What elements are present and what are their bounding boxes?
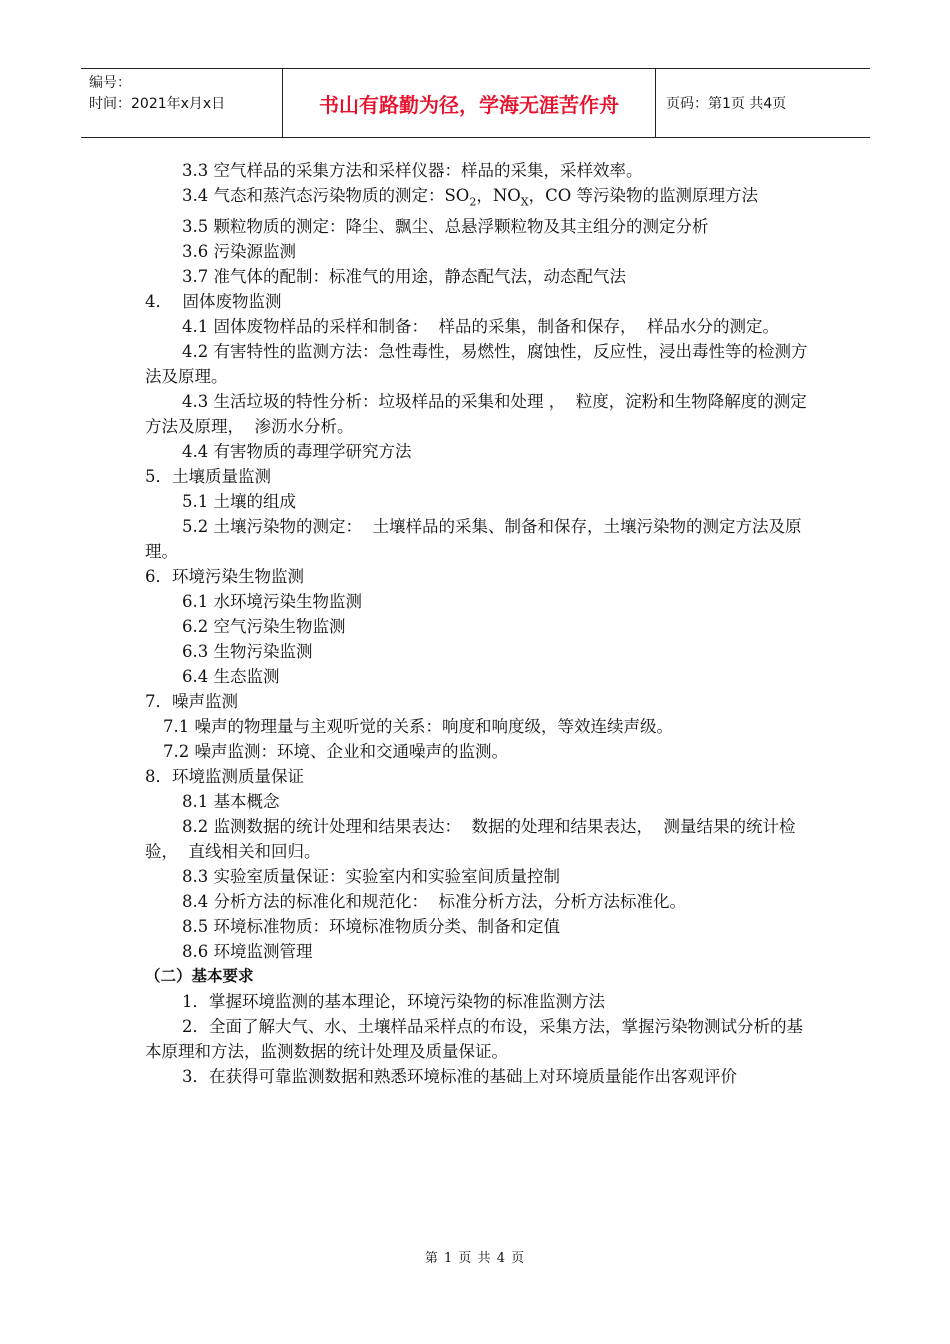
- requirement-1: 1．掌握环境监测的基本理论，环境污染物的标准监测方法: [182, 992, 605, 1012]
- nox-subscript: X: [520, 195, 529, 209]
- line-6-2: 6.2 空气污染生物监测: [182, 617, 346, 637]
- header-motto: 书山有路勤为径，学海无涯苦作舟: [283, 69, 656, 137]
- line-4-4: 4.4 有害物质的毒理学研究方法: [182, 442, 412, 462]
- section-basic-requirements: （二）基本要求: [145, 967, 254, 986]
- requirement-2: 2．全面了解大气、水、土壤样品采样点的布设，采集方法，掌握污染物测试分析的基本原理和方法，监测数据的统计处理及质量保证。: [145, 1017, 803, 1062]
- line-7-1: 7.1 噪声的物理量与主观听觉的关系：响度和响度级，等效连续声级。: [163, 717, 673, 737]
- line-8-1: 8.1 基本概念: [182, 792, 280, 812]
- line-5-1: 5.1 土壤的组成: [182, 492, 296, 512]
- line-8-6: 8.6 环境监测管理: [182, 942, 313, 962]
- heading-7: 7．噪声监测: [145, 692, 238, 712]
- line-3-6: 3.6 污染源监测: [182, 242, 296, 262]
- page-footer: 第 1 页 共 4 页: [424, 1251, 526, 1266]
- number-label: 编号：: [89, 75, 131, 91]
- heading-8: 8．环境监测质量保证: [145, 767, 304, 787]
- line-3-4-part: 3.4 气态和蒸汽态污染物质的测定：SO: [182, 186, 470, 205]
- line-8-2: 8.2 监测数据的统计处理和结果表达： 数据的处理和结果表达， 测量结果的统计检验， 直线相关和回归。: [145, 817, 796, 862]
- line-6-1: 6.1 水环境污染生物监测: [182, 592, 362, 612]
- line-5-2: 5.2 土壤污染物的测定： 土壤样品的采集、制备和保存，土壤污染物的测定方法及原理。: [145, 517, 802, 562]
- document-body: [145, 158, 810, 1089]
- heading-6: 6．环境污染生物监测: [145, 567, 304, 587]
- page-header: [81, 68, 870, 138]
- line-3-7: 3.7 准气体的配制：标准气的用途，静态配气法，动态配气法: [182, 267, 626, 287]
- line-8-4: 8.4 分析方法的标准化和规范化： 标准分析方法，分析方法标准化。: [182, 892, 686, 912]
- line-8-5: 8.5 环境标准物质：环境标准物质分类、制备和定值: [182, 917, 560, 937]
- line-6-3: 6.3 生物污染监测: [182, 642, 313, 662]
- line-4-2: 4.2 有害特性的监测方法：急性毒性，易燃性，腐蚀性，反应性，浸出毒性等的检测方法及原理。: [145, 342, 808, 387]
- requirement-3: 3．在获得可靠监测数据和熟悉环境标准的基础上对环境质量能作出客观评价: [182, 1067, 737, 1087]
- line-4-1: 4.1 固体废物样品的采样和制备： 样品的采集，制备和保存， 样品水分的测定。: [182, 317, 779, 337]
- line-3-4: [145, 183, 810, 214]
- line-3-4-part: ，CO 等污染物的监测原理方法: [528, 186, 759, 205]
- line-3-4-part: ，NO: [476, 186, 521, 205]
- header-meta: [81, 69, 283, 137]
- line-8-3: 8.3 实验室质量保证：实验室内和实验室间质量控制: [182, 867, 560, 887]
- line-3-3: 3.3 空气样品的采集方法和采样仪器：样品的采集，采样效率。: [182, 161, 643, 180]
- line-4-3: 4.3 生活垃圾的特性分析：垃圾样品的采集和处理 ， 粒度，淀粉和生物降解度的测定方法及原理， 渗沥水分析。: [145, 392, 807, 437]
- heading-5: 5．土壤质量监测: [145, 467, 271, 487]
- line-3-5: 3.5 颗粒物质的测定：降尘、飘尘、总悬浮颗粒物及其主组分的测定分析: [182, 217, 709, 237]
- line-6-4: 6.4 生态监测: [182, 667, 280, 687]
- line-7-2: 7.2 噪声监测：环境、企业和交通噪声的监测。: [163, 742, 508, 762]
- heading-4: 4． 固体废物监测: [145, 292, 282, 312]
- header-page-label: 页码：第1页 共4页: [666, 96, 787, 112]
- so2-subscript: 2: [469, 195, 477, 209]
- date-label: 时间：2021年x月x日: [89, 96, 226, 112]
